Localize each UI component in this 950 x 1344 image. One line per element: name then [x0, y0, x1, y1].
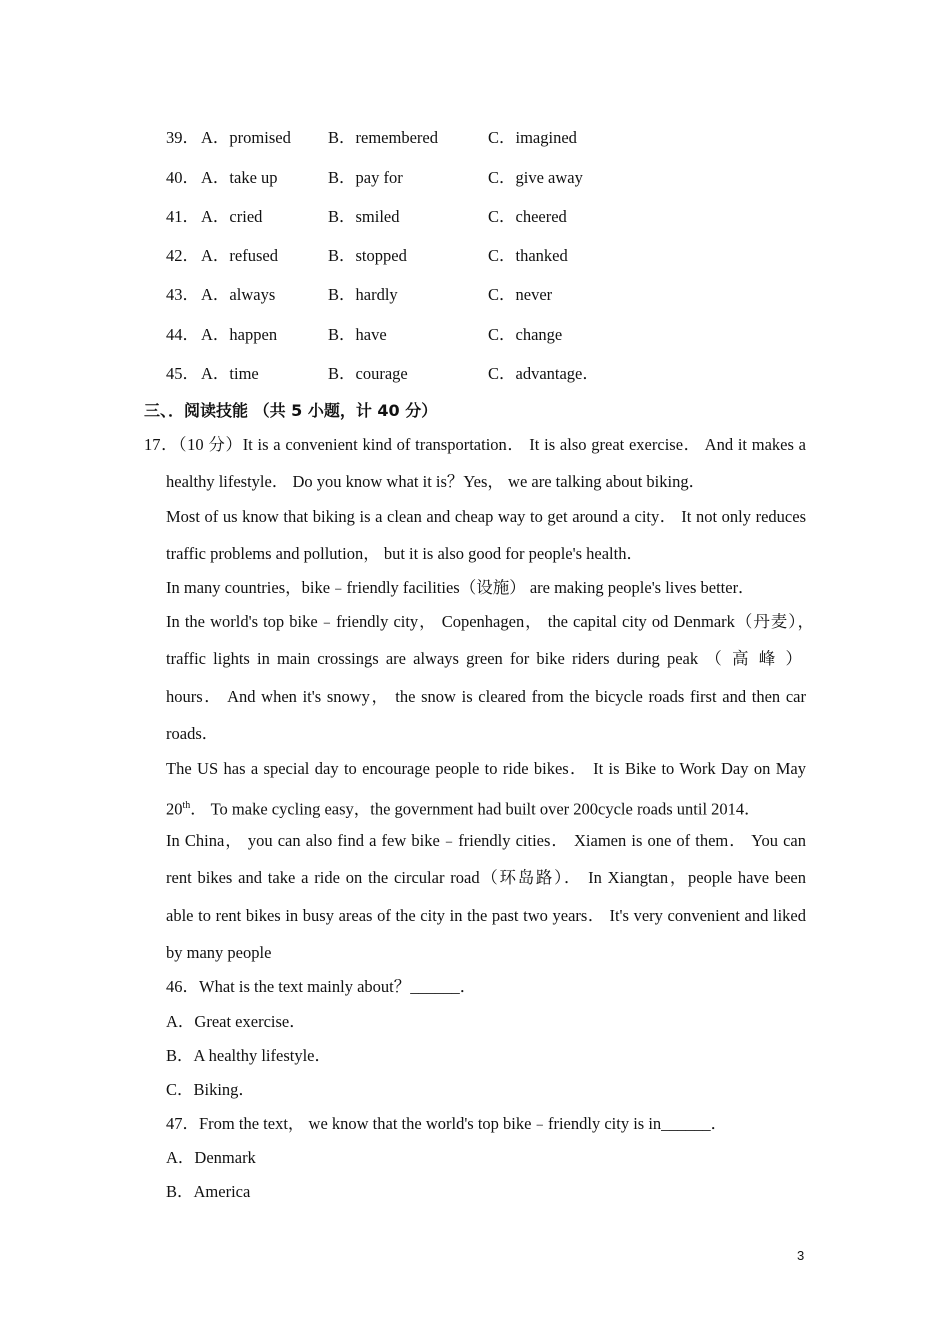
option-b: B．courage	[328, 364, 408, 383]
passage-line: traffic lights in main crossings are always green for bike riders during peak （ 高 峰 ）	[166, 649, 802, 668]
option-a: A．cried	[201, 207, 263, 226]
question-46-option-c: C．Biking．	[166, 1080, 255, 1099]
question-47-option-a: A．Denmark	[166, 1148, 256, 1167]
option-a: A．promised	[201, 128, 291, 147]
option-b: B．pay for	[328, 168, 403, 187]
question-47-option-b: B．America	[166, 1182, 251, 1201]
passage-line: hours． And when it's snowy， the snow is cleared from the bicycle roads first and then car	[166, 687, 806, 706]
date-ordinal-suffix: th	[182, 800, 191, 811]
section-heading: 三、．阅读技能 （共 5 小题，计 40 分）	[144, 401, 438, 420]
question-number: 42．	[166, 246, 199, 265]
question-46-option-a: A．Great exercise．	[166, 1012, 306, 1031]
passage-line: by many people	[166, 943, 272, 962]
option-b: B．smiled	[328, 207, 400, 226]
passage-line	[166, 794, 806, 822]
passage-line: The US has a special day to encourage people to ride bikes． It is Bike to Work Day on May	[166, 759, 806, 778]
passage-line: rent bikes and take a ride on the circular road（环岛路）． In Xiangtan，people have been	[166, 868, 806, 887]
passage-line: able to rent bikes in busy areas of the city in the past two years． It's very convenient and liked	[166, 906, 806, 925]
passage-line-text: ． To make cycling easy，the government had built over 200cycle roads until 2014．	[190, 799, 761, 819]
passage-line: In many countries，bike﹣friendly facilities（设施） are making people's lives better．	[166, 578, 755, 597]
question-number: 40．	[166, 168, 199, 187]
passage-line: In China， you can also find a few bike﹣friendly cities． Xiamen is one of them． You can	[166, 831, 806, 850]
passage-line: healthy lifestyle． Do you know what it is？Yes， we are talking about biking．	[166, 472, 706, 491]
option-b: B．stopped	[328, 246, 407, 265]
option-c: C．cheered	[488, 207, 567, 226]
passage-line: roads．	[166, 724, 219, 743]
page-number: 3	[797, 1248, 805, 1263]
option-a: A．happen	[201, 325, 278, 344]
option-a: A．time	[201, 364, 259, 383]
option-b: B．remembered	[328, 128, 438, 147]
option-a: A．always	[201, 285, 276, 304]
question-number: 44．	[166, 325, 199, 344]
option-c: C．thanked	[488, 246, 568, 265]
option-c: C．imagined	[488, 128, 577, 147]
option-a: A．take up	[201, 168, 278, 187]
option-c: C．give away	[488, 168, 583, 187]
question-number: 43．	[166, 285, 199, 304]
question-number: 45．	[166, 364, 199, 383]
option-c: C．change	[488, 325, 563, 344]
passage-line: In the world's top bike﹣friendly city， Copenhagen， the capital city od Denmark（丹麦），	[166, 612, 814, 631]
option-c: C．advantage．	[488, 364, 599, 383]
passage-line: Most of us know that biking is a clean and cheap way to get around a city． It not only reduces	[166, 507, 806, 526]
question-number: 39．	[166, 128, 199, 147]
question-46: 46．What is the text mainly about？______．	[166, 977, 477, 996]
date-number: 20	[166, 799, 183, 819]
question-number: 41．	[166, 207, 199, 226]
passage-line: traffic problems and pollution， but it is also good for people's health．	[166, 544, 643, 563]
question-47: 47．From the text， we know that the world's top bike﹣friendly city is in______．	[166, 1114, 728, 1133]
passage-line: 17．（10 分）It is a convenient kind of transportation． It is also great exercise． And it makes a	[144, 435, 806, 454]
option-b: B．have	[328, 325, 387, 344]
option-c: C．never	[488, 285, 553, 304]
question-46-option-b: B．A healthy lifestyle．	[166, 1046, 331, 1065]
option-a: A．refused	[201, 246, 278, 265]
option-b: B．hardly	[328, 285, 398, 304]
